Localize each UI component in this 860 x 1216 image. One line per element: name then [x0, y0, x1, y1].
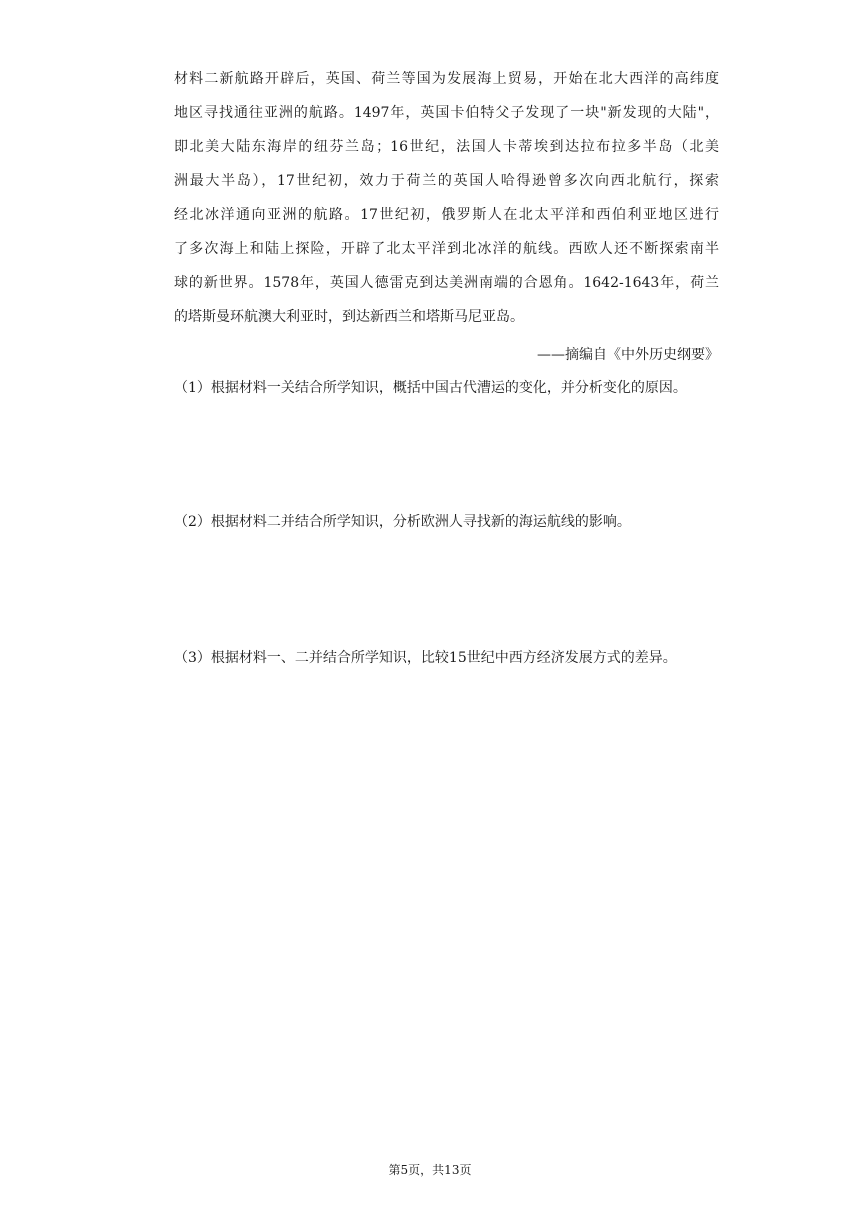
material-line: 洲最大半岛），17世纪初，效力于荷兰的英国人哈得逊曾多次向西北航行，探索: [174, 173, 719, 189]
material-line: 材料二新航路开辟后，英国、荷兰等国为发展海上贸易，开始在北大西洋的高纬度: [174, 71, 719, 87]
material-source-citation: ——摘编自《中外历史纲要》: [537, 347, 719, 363]
material-two-passage: [174, 62, 719, 334]
question-2: （2）根据材料二并结合所学知识，分析欧洲人寻找新的海运航线的影响。: [174, 514, 631, 530]
page-number-footer: 第5页，共13页: [388, 1163, 472, 1177]
question-3: （3）根据材料一、二并结合所学知识，比较15世纪中西方经济发展方式的差异。: [174, 650, 677, 666]
material-line: 了多次海上和陆上探险，开辟了北太平洋到北冰洋的航线。西欧人还不断探索南半: [174, 241, 719, 257]
question-1: （1）根据材料一关结合所学知识，概括中国古代漕运的变化，并分析变化的原因。: [174, 380, 687, 396]
material-line: 即北美大陆东海岸的纽芬兰岛；16世纪，法国人卡蒂埃到达拉布拉多半岛（北美: [174, 139, 719, 155]
material-line: 地区寻找通往亚洲的航路。1497年，英国卡伯特父子发现了一块"新发现的大陆"，: [174, 105, 719, 121]
material-line: 经北冰洋通向亚洲的航路。17世纪初，俄罗斯人在北太平洋和西伯利亚地区进行: [174, 207, 719, 223]
material-line: 球的新世界。1578年，英国人德雷克到达美洲南端的合恩角。1642-1643年，荷兰: [174, 275, 719, 291]
material-line: 的塔斯曼环航澳大利亚时，到达新西兰和塔斯马尼亚岛。: [174, 309, 524, 325]
